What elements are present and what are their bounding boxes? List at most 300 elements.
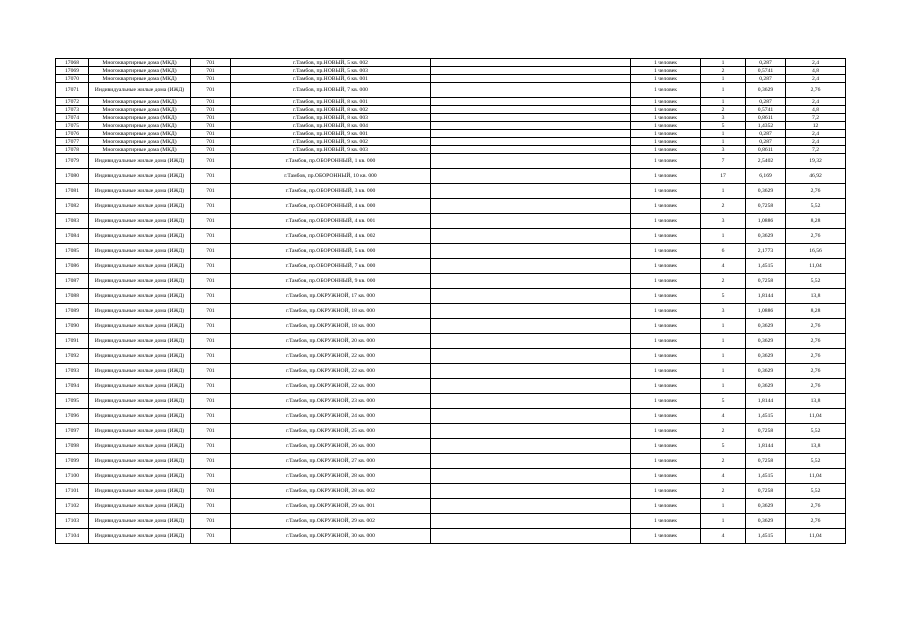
building-type-cell: Индивидуальные жилые дома (ИЖД) bbox=[89, 424, 191, 439]
unit-cell: 1 человек bbox=[631, 154, 701, 169]
unit-cell: 1 человек bbox=[631, 75, 701, 83]
table-row bbox=[56, 364, 846, 379]
unit-cell: 1 человек bbox=[631, 424, 701, 439]
address-cell: г.Тамбов, пр.ОКРУЖНОЙ, 28 кв. 002 bbox=[231, 484, 431, 499]
residents-count-cell: 6 bbox=[701, 244, 746, 259]
blank-cell bbox=[431, 529, 631, 544]
unit-cell: 1 человек bbox=[631, 379, 701, 394]
blank-cell bbox=[431, 214, 631, 229]
service-code-cell: 701 bbox=[191, 244, 231, 259]
service-code-cell: 701 bbox=[191, 454, 231, 469]
table-row bbox=[56, 67, 846, 75]
residents-count-cell: 5 bbox=[701, 289, 746, 304]
unit-cell: 1 человек bbox=[631, 364, 701, 379]
service-code-cell: 701 bbox=[191, 59, 231, 67]
unit-cell: 1 человек bbox=[631, 529, 701, 544]
address-cell: г.Тамбов, пр.ОКРУЖНОЙ, 18 кв. 000 bbox=[231, 319, 431, 334]
building-type-cell: Индивидуальные жилые дома (ИЖД) bbox=[89, 274, 191, 289]
blank-cell bbox=[431, 75, 631, 83]
blank-cell bbox=[431, 106, 631, 114]
coefficient-cell: 1,8144 bbox=[746, 394, 786, 409]
service-code-cell: 701 bbox=[191, 289, 231, 304]
residents-count-cell: 1 bbox=[701, 75, 746, 83]
table-row bbox=[56, 529, 846, 544]
unit-cell: 1 человек bbox=[631, 214, 701, 229]
unit-cell: 1 человек bbox=[631, 59, 701, 67]
volume-cell: 11,04 bbox=[786, 409, 846, 424]
residents-count-cell: 1 bbox=[701, 184, 746, 199]
volume-cell: 13,8 bbox=[786, 289, 846, 304]
service-code-cell: 701 bbox=[191, 334, 231, 349]
volume-cell: 2,76 bbox=[786, 83, 846, 98]
service-code-cell: 701 bbox=[191, 439, 231, 454]
unit-cell: 1 человек bbox=[631, 122, 701, 130]
address-cell: г.Тамбов, пр.НОВЫЙ, 5 кв. 002 bbox=[231, 59, 431, 67]
table-row bbox=[56, 146, 846, 154]
building-type-cell: Многоквартирные дома (МКД) bbox=[89, 138, 191, 146]
address-cell: г.Тамбов, пр.ОКРУЖНОЙ, 28 кв. 000 bbox=[231, 469, 431, 484]
residents-count-cell: 3 bbox=[701, 304, 746, 319]
volume-cell: 5,52 bbox=[786, 199, 846, 214]
residents-count-cell: 3 bbox=[701, 146, 746, 154]
record-id-cell: 17097 bbox=[56, 424, 89, 439]
table-row bbox=[56, 259, 846, 274]
building-type-cell: Индивидуальные жилые дома (ИЖД) bbox=[89, 244, 191, 259]
address-cell: г.Тамбов, пр.ОБОРОННЫЙ, 9 кв. 000 bbox=[231, 274, 431, 289]
coefficient-cell: 0,3629 bbox=[746, 319, 786, 334]
residents-count-cell: 1 bbox=[701, 138, 746, 146]
coefficient-cell: 6,169 bbox=[746, 169, 786, 184]
building-type-cell: Индивидуальные жилые дома (ИЖД) bbox=[89, 214, 191, 229]
volume-cell: 2,76 bbox=[786, 349, 846, 364]
residents-count-cell: 1 bbox=[701, 334, 746, 349]
building-type-cell: Индивидуальные жилые дома (ИЖД) bbox=[89, 409, 191, 424]
volume-cell: 2,76 bbox=[786, 184, 846, 199]
address-cell: г.Тамбов, пр.ОБОРОННЫЙ, 1 кв. 000 bbox=[231, 154, 431, 169]
coefficient-cell: 0,3629 bbox=[746, 379, 786, 394]
service-code-cell: 701 bbox=[191, 98, 231, 106]
address-cell: г.Тамбов, пр.ОКРУЖНОЙ, 27 кв. 000 bbox=[231, 454, 431, 469]
residents-count-cell: 7 bbox=[701, 154, 746, 169]
residents-count-cell: 1 bbox=[701, 130, 746, 138]
address-cell: г.Тамбов, пр.НОВЫЙ, 9 кв. 003 bbox=[231, 146, 431, 154]
residents-count-cell: 3 bbox=[701, 114, 746, 122]
record-id-cell: 17072 bbox=[56, 98, 89, 106]
record-id-cell: 17070 bbox=[56, 75, 89, 83]
residents-count-cell: 2 bbox=[701, 484, 746, 499]
volume-cell: 2,4 bbox=[786, 98, 846, 106]
record-id-cell: 17076 bbox=[56, 130, 89, 138]
table-row bbox=[56, 469, 846, 484]
blank-cell bbox=[431, 319, 631, 334]
table-row bbox=[56, 274, 846, 289]
unit-cell: 1 человек bbox=[631, 244, 701, 259]
blank-cell bbox=[431, 122, 631, 130]
building-type-cell: Индивидуальные жилые дома (ИЖД) bbox=[89, 319, 191, 334]
volume-cell: 46,92 bbox=[786, 169, 846, 184]
residents-count-cell: 1 bbox=[701, 499, 746, 514]
address-cell: г.Тамбов, пр.ОКРУЖНОЙ, 29 кв. 002 bbox=[231, 514, 431, 529]
address-cell: г.Тамбов, пр.НОВЫЙ, 8 кв. 003 bbox=[231, 114, 431, 122]
building-type-cell: Многоквартирные дома (МКД) bbox=[89, 67, 191, 75]
address-cell: г.Тамбов, пр.НОВЫЙ, 9 кв. 001 bbox=[231, 130, 431, 138]
volume-cell: 5,52 bbox=[786, 274, 846, 289]
table-row bbox=[56, 138, 846, 146]
residents-count-cell: 1 bbox=[701, 98, 746, 106]
coefficient-cell: 1,0886 bbox=[746, 214, 786, 229]
coefficient-cell: 0,287 bbox=[746, 59, 786, 67]
table-body bbox=[56, 59, 846, 544]
residents-count-cell: 1 bbox=[701, 349, 746, 364]
building-type-cell: Индивидуальные жилые дома (ИЖД) bbox=[89, 304, 191, 319]
document-page bbox=[55, 58, 845, 544]
record-id-cell: 17069 bbox=[56, 67, 89, 75]
coefficient-cell: 0,7258 bbox=[746, 424, 786, 439]
blank-cell bbox=[431, 349, 631, 364]
residents-count-cell: 2 bbox=[701, 199, 746, 214]
unit-cell: 1 человек bbox=[631, 334, 701, 349]
address-cell: г.Тамбов, пр.НОВЫЙ, 9 кв. 002 bbox=[231, 138, 431, 146]
building-type-cell: Многоквартирные дома (МКД) bbox=[89, 130, 191, 138]
building-type-cell: Индивидуальные жилые дома (ИЖД) bbox=[89, 469, 191, 484]
residents-count-cell: 2 bbox=[701, 106, 746, 114]
building-type-cell: Индивидуальные жилые дома (ИЖД) bbox=[89, 514, 191, 529]
volume-cell: 5,52 bbox=[786, 454, 846, 469]
building-type-cell: Индивидуальные жилые дома (ИЖД) bbox=[89, 349, 191, 364]
volume-cell: 2,4 bbox=[786, 130, 846, 138]
coefficient-cell: 0,287 bbox=[746, 75, 786, 83]
table-row bbox=[56, 169, 846, 184]
service-code-cell: 701 bbox=[191, 146, 231, 154]
blank-cell bbox=[431, 379, 631, 394]
address-cell: г.Тамбов, пр.НОВЫЙ, 7 кв. 000 bbox=[231, 83, 431, 98]
coefficient-cell: 0,3629 bbox=[746, 83, 786, 98]
unit-cell: 1 человек bbox=[631, 319, 701, 334]
service-code-cell: 701 bbox=[191, 499, 231, 514]
table-row bbox=[56, 244, 846, 259]
coefficient-cell: 0,3629 bbox=[746, 349, 786, 364]
table-row bbox=[56, 199, 846, 214]
volume-cell: 12 bbox=[786, 122, 846, 130]
table-row bbox=[56, 214, 846, 229]
table-row bbox=[56, 484, 846, 499]
building-type-cell: Индивидуальные жилые дома (ИЖД) bbox=[89, 334, 191, 349]
residents-count-cell: 17 bbox=[701, 169, 746, 184]
building-type-cell: Индивидуальные жилые дома (ИЖД) bbox=[89, 484, 191, 499]
service-code-cell: 701 bbox=[191, 75, 231, 83]
unit-cell: 1 человек bbox=[631, 199, 701, 214]
building-type-cell: Многоквартирные дома (МКД) bbox=[89, 59, 191, 67]
service-code-cell: 701 bbox=[191, 214, 231, 229]
address-cell: г.Тамбов, пр.НОВЫЙ, 6 кв. 001 bbox=[231, 75, 431, 83]
blank-cell bbox=[431, 114, 631, 122]
coefficient-cell: 0,3629 bbox=[746, 229, 786, 244]
coefficient-cell: 0,5741 bbox=[746, 106, 786, 114]
record-id-cell: 17091 bbox=[56, 334, 89, 349]
table-row bbox=[56, 424, 846, 439]
coefficient-cell: 0,7258 bbox=[746, 454, 786, 469]
coefficient-cell: 0,3629 bbox=[746, 499, 786, 514]
building-type-cell: Индивидуальные жилые дома (ИЖД) bbox=[89, 529, 191, 544]
residents-count-cell: 1 bbox=[701, 379, 746, 394]
record-id-cell: 17096 bbox=[56, 409, 89, 424]
unit-cell: 1 человек bbox=[631, 409, 701, 424]
record-id-cell: 17088 bbox=[56, 289, 89, 304]
record-id-cell: 17077 bbox=[56, 138, 89, 146]
data-table bbox=[55, 58, 846, 544]
blank-cell bbox=[431, 199, 631, 214]
table-row bbox=[56, 106, 846, 114]
table-row bbox=[56, 289, 846, 304]
volume-cell: 2,76 bbox=[786, 364, 846, 379]
coefficient-cell: 0,8611 bbox=[746, 114, 786, 122]
building-type-cell: Индивидуальные жилые дома (ИЖД) bbox=[89, 439, 191, 454]
record-id-cell: 17073 bbox=[56, 106, 89, 114]
table-row bbox=[56, 98, 846, 106]
residents-count-cell: 4 bbox=[701, 259, 746, 274]
service-code-cell: 701 bbox=[191, 469, 231, 484]
record-id-cell: 17079 bbox=[56, 154, 89, 169]
building-type-cell: Многоквартирные дома (МКД) bbox=[89, 106, 191, 114]
coefficient-cell: 0,287 bbox=[746, 98, 786, 106]
volume-cell: 2,76 bbox=[786, 334, 846, 349]
residents-count-cell: 1 bbox=[701, 319, 746, 334]
address-cell: г.Тамбов, пр.ОКРУЖНОЙ, 23 кв. 000 bbox=[231, 394, 431, 409]
address-cell: г.Тамбов, пр.ОКРУЖНОЙ, 25 кв. 000 bbox=[231, 424, 431, 439]
address-cell: г.Тамбов, пр.НОВЫЙ, 8 кв. 001 bbox=[231, 98, 431, 106]
residents-count-cell: 1 bbox=[701, 229, 746, 244]
building-type-cell: Многоквартирные дома (МКД) bbox=[89, 114, 191, 122]
unit-cell: 1 человек bbox=[631, 67, 701, 75]
residents-count-cell: 5 bbox=[701, 394, 746, 409]
blank-cell bbox=[431, 409, 631, 424]
volume-cell: 8,28 bbox=[786, 304, 846, 319]
residents-count-cell: 1 bbox=[701, 83, 746, 98]
blank-cell bbox=[431, 394, 631, 409]
residents-count-cell: 1 bbox=[701, 514, 746, 529]
blank-cell bbox=[431, 130, 631, 138]
coefficient-cell: 0,3629 bbox=[746, 334, 786, 349]
coefficient-cell: 2,1773 bbox=[746, 244, 786, 259]
volume-cell: 11,04 bbox=[786, 529, 846, 544]
record-id-cell: 17094 bbox=[56, 379, 89, 394]
record-id-cell: 17084 bbox=[56, 229, 89, 244]
address-cell: г.Тамбов, пр.ОБОРОННЫЙ, 4 кв. 001 bbox=[231, 214, 431, 229]
blank-cell bbox=[431, 289, 631, 304]
volume-cell: 2,4 bbox=[786, 75, 846, 83]
table-row bbox=[56, 334, 846, 349]
blank-cell bbox=[431, 514, 631, 529]
building-type-cell: Многоквартирные дома (МКД) bbox=[89, 146, 191, 154]
blank-cell bbox=[431, 469, 631, 484]
building-type-cell: Индивидуальные жилые дома (ИЖД) bbox=[89, 154, 191, 169]
building-type-cell: Многоквартирные дома (МКД) bbox=[89, 122, 191, 130]
address-cell: г.Тамбов, пр.ОКРУЖНОЙ, 22 кв. 000 bbox=[231, 379, 431, 394]
service-code-cell: 701 bbox=[191, 130, 231, 138]
service-code-cell: 701 bbox=[191, 114, 231, 122]
volume-cell: 11,04 bbox=[786, 259, 846, 274]
building-type-cell: Многоквартирные дома (МКД) bbox=[89, 98, 191, 106]
record-id-cell: 17081 bbox=[56, 184, 89, 199]
address-cell: г.Тамбов, пр.ОБОРОННЫЙ, 5 кв. 000 bbox=[231, 244, 431, 259]
table-row bbox=[56, 439, 846, 454]
record-id-cell: 17085 bbox=[56, 244, 89, 259]
record-id-cell: 17095 bbox=[56, 394, 89, 409]
service-code-cell: 701 bbox=[191, 304, 231, 319]
coefficient-cell: 0,7258 bbox=[746, 274, 786, 289]
volume-cell: 4,8 bbox=[786, 67, 846, 75]
unit-cell: 1 человек bbox=[631, 289, 701, 304]
unit-cell: 1 человек bbox=[631, 169, 701, 184]
table-row bbox=[56, 379, 846, 394]
table-row bbox=[56, 154, 846, 169]
unit-cell: 1 человек bbox=[631, 394, 701, 409]
building-type-cell: Индивидуальные жилые дома (ИЖД) bbox=[89, 184, 191, 199]
blank-cell bbox=[431, 424, 631, 439]
service-code-cell: 701 bbox=[191, 154, 231, 169]
coefficient-cell: 1,8144 bbox=[746, 439, 786, 454]
coefficient-cell: 0,3629 bbox=[746, 514, 786, 529]
service-code-cell: 701 bbox=[191, 349, 231, 364]
coefficient-cell: 1,8144 bbox=[746, 289, 786, 304]
record-id-cell: 17074 bbox=[56, 114, 89, 122]
service-code-cell: 701 bbox=[191, 319, 231, 334]
record-id-cell: 17080 bbox=[56, 169, 89, 184]
building-type-cell: Индивидуальные жилые дома (ИЖД) bbox=[89, 229, 191, 244]
address-cell: г.Тамбов, пр.ОКРУЖНОЙ, 22 кв. 000 bbox=[231, 349, 431, 364]
address-cell: г.Тамбов, пр.ОКРУЖНОЙ, 18 кв. 000 bbox=[231, 304, 431, 319]
record-id-cell: 17098 bbox=[56, 439, 89, 454]
record-id-cell: 17083 bbox=[56, 214, 89, 229]
coefficient-cell: 0,287 bbox=[746, 138, 786, 146]
record-id-cell: 17086 bbox=[56, 259, 89, 274]
unit-cell: 1 человек bbox=[631, 114, 701, 122]
blank-cell bbox=[431, 334, 631, 349]
service-code-cell: 701 bbox=[191, 364, 231, 379]
table-row bbox=[56, 114, 846, 122]
coefficient-cell: 0,3629 bbox=[746, 364, 786, 379]
address-cell: г.Тамбов, пр.ОКРУЖНОЙ, 24 кв. 000 bbox=[231, 409, 431, 424]
table-row bbox=[56, 83, 846, 98]
unit-cell: 1 человек bbox=[631, 130, 701, 138]
table-row bbox=[56, 59, 846, 67]
record-id-cell: 17078 bbox=[56, 146, 89, 154]
record-id-cell: 17068 bbox=[56, 59, 89, 67]
service-code-cell: 701 bbox=[191, 259, 231, 274]
address-cell: г.Тамбов, пр.ОКРУЖНОЙ, 30 кв. 000 bbox=[231, 529, 431, 544]
residents-count-cell: 2 bbox=[701, 67, 746, 75]
table-row bbox=[56, 394, 846, 409]
service-code-cell: 701 bbox=[191, 529, 231, 544]
residents-count-cell: 1 bbox=[701, 59, 746, 67]
residents-count-cell: 3 bbox=[701, 214, 746, 229]
address-cell: г.Тамбов, пр.ОБОРОННЫЙ, 10 кв. 000 bbox=[231, 169, 431, 184]
table-row bbox=[56, 454, 846, 469]
record-id-cell: 17099 bbox=[56, 454, 89, 469]
coefficient-cell: 1,4515 bbox=[746, 529, 786, 544]
volume-cell: 16,56 bbox=[786, 244, 846, 259]
table-row bbox=[56, 130, 846, 138]
blank-cell bbox=[431, 146, 631, 154]
building-type-cell: Индивидуальные жилые дома (ИЖД) bbox=[89, 169, 191, 184]
building-type-cell: Индивидуальные жилые дома (ИЖД) bbox=[89, 289, 191, 304]
unit-cell: 1 человек bbox=[631, 138, 701, 146]
volume-cell: 5,52 bbox=[786, 484, 846, 499]
address-cell: г.Тамбов, пр.ОБОРОННЫЙ, 4 кв. 000 bbox=[231, 199, 431, 214]
unit-cell: 1 человек bbox=[631, 229, 701, 244]
residents-count-cell: 4 bbox=[701, 409, 746, 424]
service-code-cell: 701 bbox=[191, 106, 231, 114]
unit-cell: 1 человек bbox=[631, 469, 701, 484]
record-id-cell: 17092 bbox=[56, 349, 89, 364]
volume-cell: 2,76 bbox=[786, 514, 846, 529]
record-id-cell: 17100 bbox=[56, 469, 89, 484]
table-row bbox=[56, 122, 846, 130]
coefficient-cell: 0,8611 bbox=[746, 146, 786, 154]
service-code-cell: 701 bbox=[191, 274, 231, 289]
address-cell: г.Тамбов, пр.ОБОРОННЫЙ, 7 кв. 000 bbox=[231, 259, 431, 274]
address-cell: г.Тамбов, пр.НОВЫЙ, 8 кв. 004 bbox=[231, 122, 431, 130]
blank-cell bbox=[431, 259, 631, 274]
address-cell: г.Тамбов, пр.ОБОРОННЫЙ, 4 кв. 002 bbox=[231, 229, 431, 244]
table-row bbox=[56, 229, 846, 244]
blank-cell bbox=[431, 154, 631, 169]
service-code-cell: 701 bbox=[191, 514, 231, 529]
blank-cell bbox=[431, 169, 631, 184]
blank-cell bbox=[431, 304, 631, 319]
coefficient-cell: 1,0886 bbox=[746, 304, 786, 319]
record-id-cell: 17101 bbox=[56, 484, 89, 499]
residents-count-cell: 5 bbox=[701, 122, 746, 130]
service-code-cell: 701 bbox=[191, 394, 231, 409]
volume-cell: 13,8 bbox=[786, 439, 846, 454]
volume-cell: 5,52 bbox=[786, 424, 846, 439]
service-code-cell: 701 bbox=[191, 379, 231, 394]
residents-count-cell: 1 bbox=[701, 364, 746, 379]
address-cell: г.Тамбов, пр.ОКРУЖНОЙ, 26 кв. 000 bbox=[231, 439, 431, 454]
volume-cell: 2,4 bbox=[786, 138, 846, 146]
table-row bbox=[56, 304, 846, 319]
service-code-cell: 701 bbox=[191, 484, 231, 499]
residents-count-cell: 5 bbox=[701, 439, 746, 454]
building-type-cell: Индивидуальные жилые дома (ИЖД) bbox=[89, 199, 191, 214]
address-cell: г.Тамбов, пр.ОКРУЖНОЙ, 17 кв. 000 bbox=[231, 289, 431, 304]
coefficient-cell: 1,4515 bbox=[746, 469, 786, 484]
residents-count-cell: 4 bbox=[701, 469, 746, 484]
address-cell: г.Тамбов, пр.ОКРУЖНОЙ, 20 кв. 000 bbox=[231, 334, 431, 349]
volume-cell: 19,32 bbox=[786, 154, 846, 169]
blank-cell bbox=[431, 184, 631, 199]
blank-cell bbox=[431, 138, 631, 146]
address-cell: г.Тамбов, пр.НОВЫЙ, 5 кв. 003 bbox=[231, 67, 431, 75]
table-row bbox=[56, 499, 846, 514]
volume-cell: 2,76 bbox=[786, 379, 846, 394]
volume-cell: 11,04 bbox=[786, 469, 846, 484]
table-row bbox=[56, 184, 846, 199]
building-type-cell: Индивидуальные жилые дома (ИЖД) bbox=[89, 259, 191, 274]
address-cell: г.Тамбов, пр.ОКРУЖНОЙ, 29 кв. 001 bbox=[231, 499, 431, 514]
volume-cell: 8,28 bbox=[786, 214, 846, 229]
building-type-cell: Многоквартирные дома (МКД) bbox=[89, 75, 191, 83]
address-cell: г.Тамбов, пр.ОКРУЖНОЙ, 22 кв. 000 bbox=[231, 364, 431, 379]
unit-cell: 1 человек bbox=[631, 98, 701, 106]
coefficient-cell: 1,4352 bbox=[746, 122, 786, 130]
blank-cell bbox=[431, 67, 631, 75]
unit-cell: 1 человек bbox=[631, 106, 701, 114]
building-type-cell: Индивидуальные жилые дома (ИЖД) bbox=[89, 499, 191, 514]
blank-cell bbox=[431, 364, 631, 379]
coefficient-cell: 2,5402 bbox=[746, 154, 786, 169]
